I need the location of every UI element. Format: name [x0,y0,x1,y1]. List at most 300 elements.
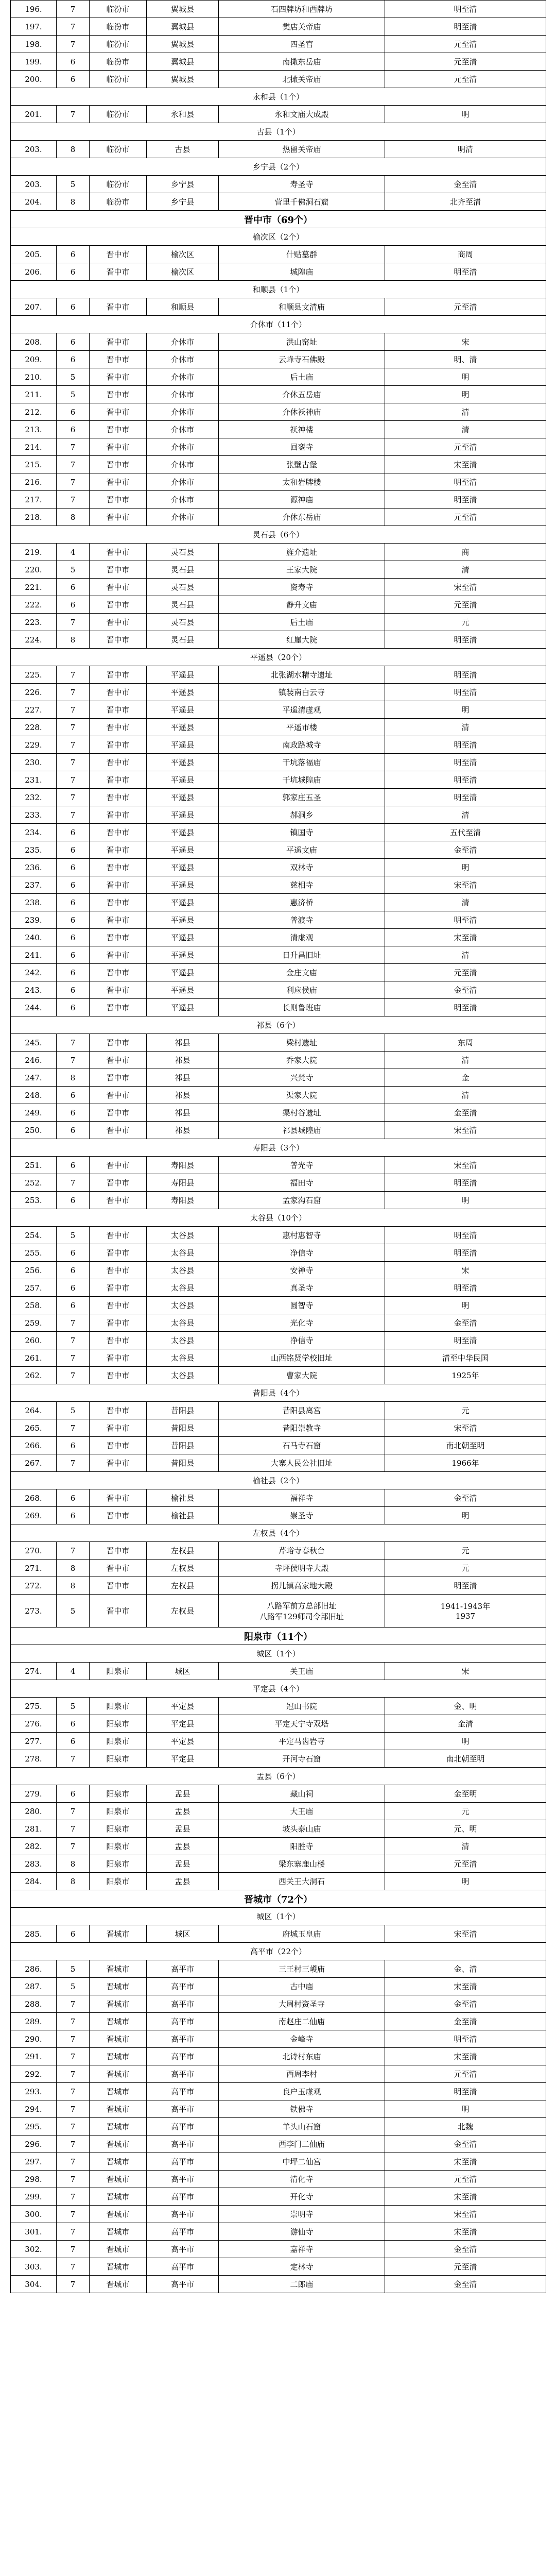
batch-cell: 6 [57,53,90,71]
batch-cell: 7 [57,2013,90,2030]
table-row [11,2030,546,2048]
table-row [11,333,546,351]
county-cell: 翼城县 [147,1,219,18]
city-cell: 晋中市 [90,876,147,894]
table-row [11,403,546,421]
county-cell: 太谷县 [147,1244,219,1262]
row-number-cell: 242. [11,964,57,981]
row-number-cell: 213. [11,421,57,438]
county-cell: 平遥县 [147,859,219,876]
city-cell: 晋中市 [90,1104,147,1122]
site-name-line: 八路军129师司令部旧址 [259,1612,344,1621]
city-cell: 阳泉市 [90,1733,147,1750]
county-section-row [11,526,546,544]
county-cell: 高平市 [147,2030,219,2048]
site-name-cell: 平定马齿岩寺 [219,1733,385,1750]
era-cell: 明 [385,386,546,403]
table-row [11,771,546,789]
county-cell: 高平市 [147,2048,219,2065]
batch-cell: 7 [57,789,90,806]
county-cell: 高平市 [147,2013,219,2030]
city-cell: 晋城市 [90,2136,147,2153]
county-cell: 高平市 [147,1995,219,2013]
batch-cell: 7 [57,2153,90,2171]
site-name-cell: 昔阳县离宫 [219,1402,385,1419]
row-number-cell: 196. [11,1,57,18]
county-section-row [11,1645,546,1663]
county-cell: 榆社县 [147,1507,219,1524]
batch-cell: 6 [57,421,90,438]
table-row [11,1925,546,1943]
city-group-row [11,1890,546,1908]
row-number-cell: 284. [11,1873,57,1890]
city-cell: 晋中市 [90,333,147,351]
table-row [11,1279,546,1297]
batch-cell: 7 [57,684,90,701]
county-section-row [11,316,546,333]
city-cell: 晋中市 [90,1279,147,1297]
batch-cell: 6 [57,263,90,281]
county-cell: 太谷县 [147,1314,219,1332]
site-name-cell: 孟家沟石窟 [219,1192,385,1209]
table-row [11,438,546,456]
table-row [11,1367,546,1384]
batch-cell: 5 [57,1402,90,1419]
site-name-cell: 清化寺 [219,2171,385,2188]
era-cell: 清 [385,1087,546,1104]
county-cell: 翼城县 [147,18,219,36]
batch-cell: 6 [57,1192,90,1209]
row-number-cell: 274. [11,1663,57,1680]
table-row [11,368,546,386]
county-section-row [11,1384,546,1402]
era-cell: 金至清 [385,981,546,999]
city-cell: 晋中市 [90,911,147,929]
era-cell: 宋至清 [385,2153,546,2171]
site-name-cell: 渠村谷遗址 [219,1104,385,1122]
city-cell: 晋中市 [90,894,147,911]
row-number-cell: 273. [11,1595,57,1628]
site-name-cell: 石马寺石窟 [219,1437,385,1454]
site-name-cell: 安禅寺 [219,1262,385,1279]
site-name-cell: 热留关帝庙 [219,141,385,158]
era-cell: 明 [385,1873,546,1890]
site-name-cell: 石四牌坊和西牌坊 [219,1,385,18]
batch-cell: 7 [57,1,90,18]
site-name-cell: 洪山窑址 [219,333,385,351]
county-heading: 榆次区（2个） [11,228,546,246]
era-cell: 金至清 [385,1314,546,1332]
batch-cell: 5 [57,1978,90,1995]
batch-cell: 7 [57,473,90,491]
era-cell: 明 [385,1507,546,1524]
row-number-cell: 225. [11,666,57,684]
batch-cell: 7 [57,1419,90,1437]
batch-cell: 8 [57,1069,90,1087]
site-name-cell: 干坑城隍庙 [219,771,385,789]
batch-cell: 7 [57,1542,90,1560]
site-name-cell: 金庄文庙 [219,964,385,981]
city-heading: 阳泉市（11个） [11,1628,546,1645]
row-number-cell: 267. [11,1454,57,1472]
city-cell: 临汾市 [90,193,147,211]
county-cell: 翼城县 [147,53,219,71]
site-name-cell: 中坪二仙宫 [219,2153,385,2171]
row-number-cell: 271. [11,1560,57,1577]
county-cell: 高平市 [147,1960,219,1978]
era-cell: 元至清 [385,298,546,316]
batch-cell: 6 [57,1279,90,1297]
county-heading: 盂县（6个） [11,1768,546,1785]
city-cell: 晋中市 [90,1297,147,1314]
county-heading: 平遥县（20个） [11,649,546,666]
county-cell: 盂县 [147,1838,219,1855]
batch-cell: 4 [57,1663,90,1680]
batch-cell: 5 [57,1960,90,1978]
city-cell: 阳泉市 [90,1873,147,1890]
site-name-cell: 阳胜寺 [219,1838,385,1855]
era-cell: 金至清 [385,2241,546,2258]
site-name-cell: 介休袄神庙 [219,403,385,421]
site-name-cell: 关王庙 [219,1663,385,1680]
batch-cell: 6 [57,596,90,614]
row-number-cell: 302. [11,2241,57,2258]
row-number-cell: 296. [11,2136,57,2153]
county-heading: 祁县（6个） [11,1016,546,1034]
table-row [11,509,546,526]
table-row [11,894,546,911]
site-name-cell: 渠家大院 [219,1087,385,1104]
era-cell: 元至清 [385,1855,546,1873]
batch-cell: 7 [57,1034,90,1052]
site-name-cell: 开化寺 [219,2188,385,2206]
county-heading: 城区（1个） [11,1645,546,1663]
county-cell: 平定县 [147,1698,219,1715]
era-cell: 明至清 [385,473,546,491]
row-number-cell: 289. [11,2013,57,2030]
batch-cell: 5 [57,1595,90,1628]
row-number-cell: 286. [11,1960,57,1978]
site-name-cell: 樊店关帝庙 [219,18,385,36]
batch-cell: 8 [57,141,90,158]
era-cell: 宋至清 [385,876,546,894]
site-name-cell: 光化寺 [219,1314,385,1332]
county-section-row [11,1472,546,1489]
county-cell: 和顺县 [147,298,219,316]
row-number-cell: 295. [11,2118,57,2136]
batch-cell: 7 [57,2136,90,2153]
table-row [11,2276,546,2293]
batch-cell: 6 [57,981,90,999]
county-cell: 灵石县 [147,596,219,614]
table-row [11,36,546,53]
row-number-cell: 283. [11,1855,57,1873]
city-cell: 晋城市 [90,2276,147,2293]
city-cell: 晋中市 [90,684,147,701]
era-cell: 元至清 [385,2258,546,2276]
city-cell: 临汾市 [90,53,147,71]
era-cell: 明、清 [385,351,546,368]
city-cell: 临汾市 [90,141,147,158]
city-cell: 晋中市 [90,561,147,579]
era-cell: 明至清 [385,1577,546,1595]
era-cell: 元 [385,1402,546,1419]
city-cell: 晋中市 [90,544,147,561]
era-cell: 清至中华民国 [385,1349,546,1367]
era-cell: 明至清 [385,911,546,929]
city-cell: 晋中市 [90,1349,147,1367]
row-number-cell: 276. [11,1715,57,1733]
era-cell: 明清 [385,141,546,158]
city-cell: 晋中市 [90,351,147,368]
county-cell: 高平市 [147,2118,219,2136]
county-cell: 平遥县 [147,964,219,981]
site-name-cell: 寺坪侯明寺大殿 [219,1560,385,1577]
city-cell: 晋中市 [90,631,147,649]
county-cell: 高平市 [147,2188,219,2206]
era-cell: 元 [385,1542,546,1560]
row-number-cell: 282. [11,1838,57,1855]
site-name-cell: 长则鲁班庙 [219,999,385,1016]
era-cell: 清 [385,403,546,421]
row-number-cell: 245. [11,1034,57,1052]
city-cell: 晋城市 [90,1978,147,1995]
county-cell: 高平市 [147,1978,219,1995]
era-cell: 宋至清 [385,2206,546,2223]
city-cell: 临汾市 [90,106,147,123]
table-row [11,1733,546,1750]
row-number-cell: 243. [11,981,57,999]
county-cell: 平遥县 [147,929,219,946]
county-cell: 翼城县 [147,71,219,88]
county-heading: 高平市（22个） [11,1943,546,1960]
row-number-cell: 255. [11,1244,57,1262]
table-row [11,18,546,36]
row-number-cell: 278. [11,1750,57,1768]
batch-cell: 7 [57,2048,90,2065]
era-cell: 南北朝至明 [385,1437,546,1454]
row-number-cell: 262. [11,1367,57,1384]
row-number-cell: 287. [11,1978,57,1995]
city-cell: 晋中市 [90,754,147,771]
batch-cell: 7 [57,1750,90,1768]
city-cell: 晋中市 [90,1052,147,1069]
row-number-cell: 279. [11,1785,57,1803]
city-cell: 晋中市 [90,1419,147,1437]
batch-cell: 6 [57,71,90,88]
table-row [11,1507,546,1524]
county-cell: 平遥县 [147,736,219,754]
batch-cell: 6 [57,1489,90,1507]
county-cell: 左权县 [147,1560,219,1577]
row-number-cell: 230. [11,754,57,771]
era-cell: 商周 [385,246,546,263]
heritage-site-table [10,0,546,2293]
row-number-cell: 298. [11,2171,57,2188]
city-cell: 晋中市 [90,1437,147,1454]
table-row [11,1402,546,1419]
batch-cell: 6 [57,1262,90,1279]
site-name-cell: 回銮寺 [219,438,385,456]
city-cell: 晋城市 [90,2013,147,2030]
county-cell: 平遥县 [147,946,219,964]
batch-cell: 6 [57,1157,90,1174]
table-row [11,53,546,71]
era-cell: 宋至清 [385,579,546,596]
site-name-cell: 府城玉皇庙 [219,1925,385,1943]
city-heading: 晋城市（72个） [11,1890,546,1908]
site-name-cell: 城隍庙 [219,263,385,281]
table-row [11,1698,546,1715]
batch-cell: 6 [57,351,90,368]
row-number-cell: 268. [11,1489,57,1507]
row-number-cell: 270. [11,1542,57,1560]
site-name-cell: 郝洞乡 [219,806,385,824]
county-cell: 城区 [147,1925,219,1943]
city-cell: 阳泉市 [90,1750,147,1768]
batch-cell: 7 [57,2206,90,2223]
city-cell: 晋城市 [90,1960,147,1978]
table-row [11,1663,546,1680]
era-cell: 元至清 [385,438,546,456]
era-cell: 明至清 [385,1279,546,1297]
county-heading: 榆社县（2个） [11,1472,546,1489]
table-row [11,2083,546,2100]
row-number-cell: 256. [11,1262,57,1279]
city-cell: 晋中市 [90,456,147,473]
row-number-cell: 204. [11,193,57,211]
era-cell: 宋 [385,333,546,351]
batch-cell: 6 [57,403,90,421]
row-number-cell: 304. [11,2276,57,2293]
row-number-cell: 234. [11,824,57,841]
table-row [11,2258,546,2276]
table-row [11,981,546,999]
city-cell: 晋中市 [90,368,147,386]
city-cell: 晋城市 [90,2223,147,2241]
site-name-cell: 镇装南白云寺 [219,684,385,701]
era-cell: 金至清 [385,176,546,193]
row-number-cell: 207. [11,298,57,316]
row-number-cell: 210. [11,368,57,386]
site-name-cell: 清虚观 [219,929,385,946]
batch-cell: 6 [57,824,90,841]
era-cell: 明至清 [385,491,546,509]
batch-cell: 7 [57,2030,90,2048]
table-row [11,1489,546,1507]
era-cell: 明至清 [385,1332,546,1349]
city-cell: 晋中市 [90,1122,147,1139]
era-cell: 东周 [385,1034,546,1052]
batch-cell: 6 [57,1244,90,1262]
row-number-cell: 297. [11,2153,57,2171]
table-row [11,544,546,561]
city-cell: 阳泉市 [90,1663,147,1680]
city-cell: 晋中市 [90,981,147,999]
city-cell: 晋中市 [90,1227,147,1244]
site-name-cell: 祁县城隍庙 [219,1122,385,1139]
table-row [11,2136,546,2153]
site-name-cell: 郭家庄五圣 [219,789,385,806]
site-name-cell: 拐儿镇高家地大殿 [219,1577,385,1595]
site-name-cell: 旌介遗址 [219,544,385,561]
table-row [11,614,546,631]
site-name-cell: 平定天宁寺双塔 [219,1715,385,1733]
row-number-cell: 269. [11,1507,57,1524]
batch-cell: 7 [57,2223,90,2241]
site-name-cell: 崇圣寺 [219,1507,385,1524]
era-cell: 清 [385,719,546,736]
table-row [11,1855,546,1873]
city-cell: 晋城市 [90,2065,147,2083]
county-cell: 高平市 [147,2083,219,2100]
batch-cell: 7 [57,1454,90,1472]
site-name-cell: 二郎庙 [219,2276,385,2293]
batch-cell: 7 [57,456,90,473]
row-number-cell: 228. [11,719,57,736]
era-cell: 明至清 [385,18,546,36]
batch-cell: 5 [57,368,90,386]
era-line: 1941-1943年 [440,1602,491,1611]
site-name-cell: 日升昌旧址 [219,946,385,964]
table-row [11,2013,546,2030]
era-cell: 元至清 [385,53,546,71]
table-row [11,1978,546,1995]
table-row [11,1349,546,1367]
batch-cell: 7 [57,1052,90,1069]
table-row [11,631,546,649]
city-cell: 晋中市 [90,736,147,754]
era-cell: 清 [385,894,546,911]
table-row [11,1069,546,1087]
county-cell: 盂县 [147,1785,219,1803]
table-row [11,789,546,806]
city-cell: 晋中市 [90,1314,147,1332]
county-cell: 太谷县 [147,1332,219,1349]
row-number-cell: 216. [11,473,57,491]
site-name-cell: 普光寺 [219,1157,385,1174]
county-cell: 祁县 [147,1069,219,1087]
city-cell: 晋中市 [90,946,147,964]
batch-cell: 8 [57,193,90,211]
county-cell: 乡宁县 [147,193,219,211]
table-row [11,1437,546,1454]
batch-cell: 6 [57,579,90,596]
era-cell: 明 [385,1733,546,1750]
row-number-cell: 219. [11,544,57,561]
county-cell: 太谷县 [147,1262,219,1279]
county-cell: 寿阳县 [147,1157,219,1174]
city-group-row [11,211,546,228]
batch-cell: 7 [57,2065,90,2083]
era-cell: 清 [385,1838,546,1855]
table-row [11,1314,546,1332]
site-name-cell: 介休东岳庙 [219,509,385,526]
row-number-cell: 222. [11,596,57,614]
era-cell: 宋至清 [385,2188,546,2206]
batch-cell: 6 [57,929,90,946]
site-name-cell: 定林寺 [219,2258,385,2276]
batch-cell: 5 [57,176,90,193]
era-cell: 明 [385,859,546,876]
batch-cell: 6 [57,876,90,894]
county-section-row [11,281,546,298]
table-row [11,929,546,946]
era-line: 1937 [455,1612,476,1621]
county-section-row [11,1680,546,1698]
site-name-cell: 北诗村东庙 [219,2048,385,2065]
county-cell: 高平市 [147,2065,219,2083]
